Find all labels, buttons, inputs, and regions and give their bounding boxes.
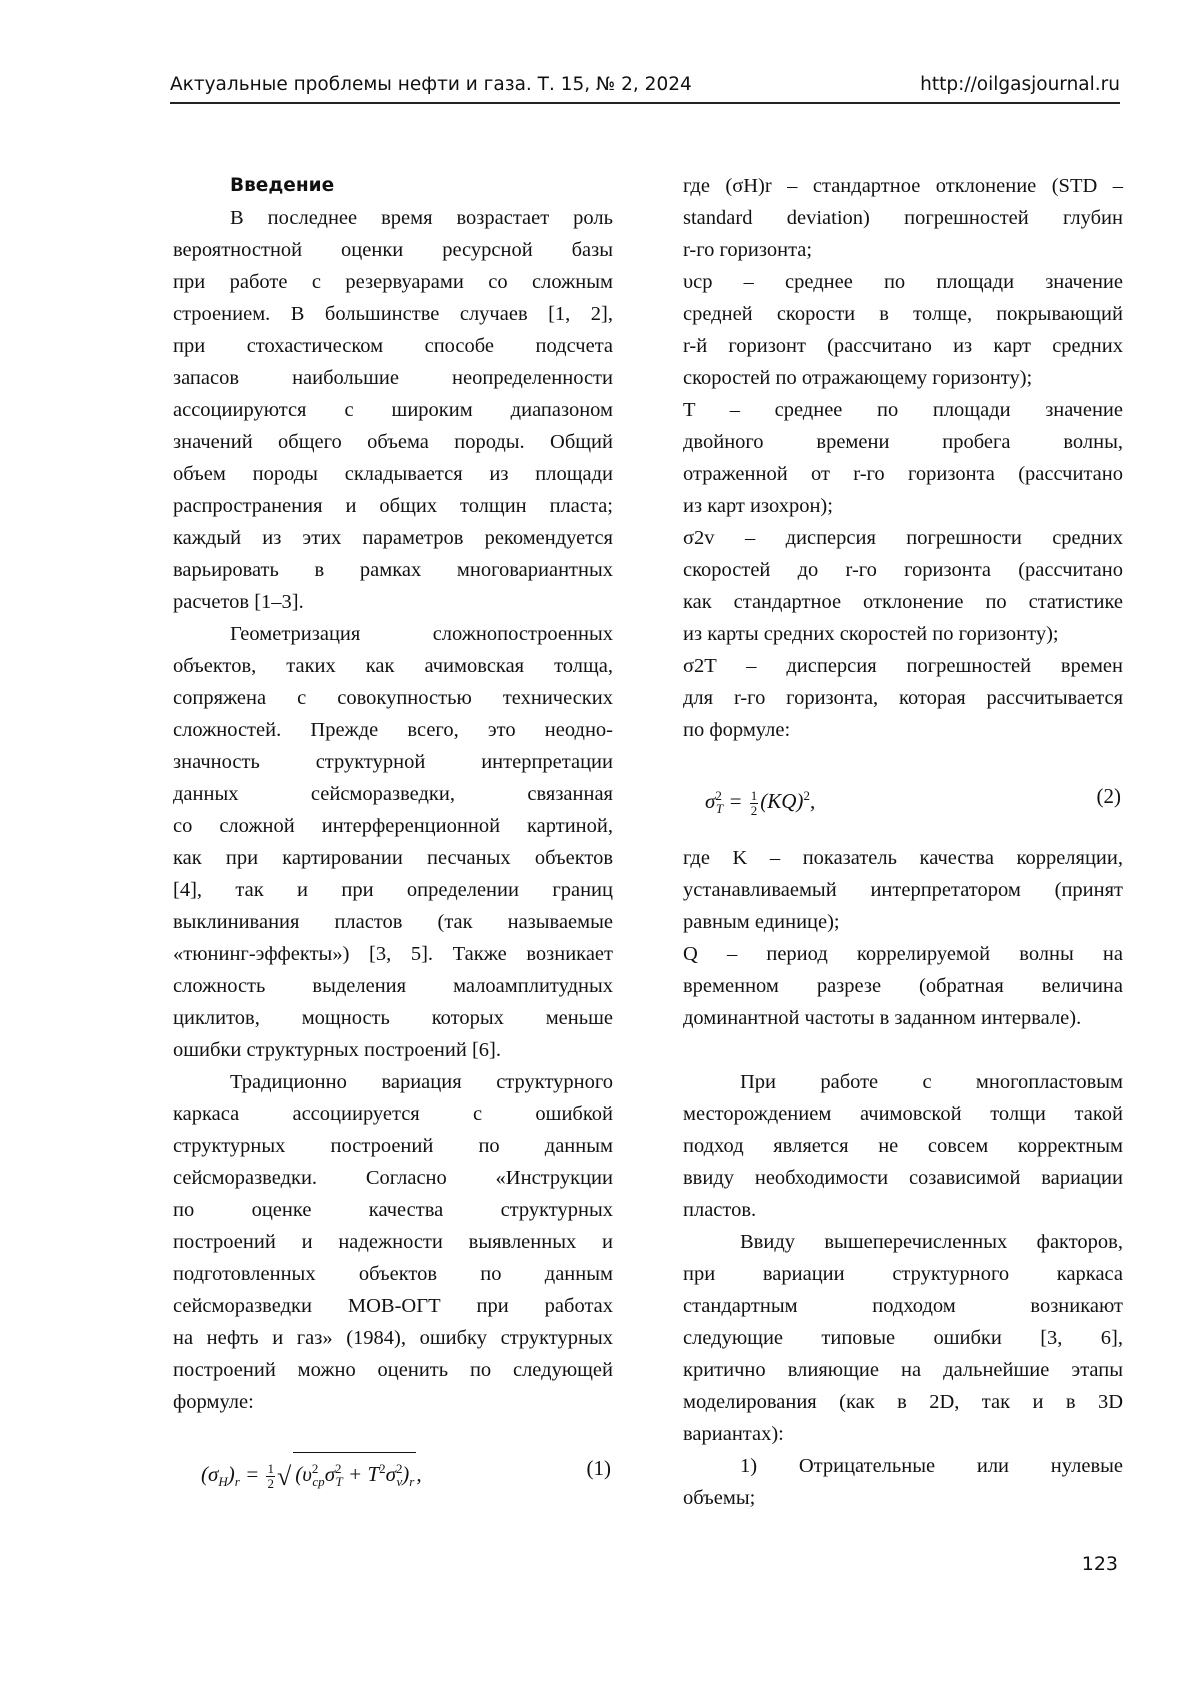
text-line: со сложной интерференционной картиной, [173,815,613,837]
text-line: на нефть и газ» (1984), ошибку структурных [173,1327,613,1349]
text-line: ассоциируются с широким диапазоном [173,399,613,421]
text-line: σ2T – дисперсия погрешностей времен [683,655,1123,677]
text-line: запасов наибольшие неопределенности [173,367,613,389]
text-line: r-го горизонта; [683,239,813,261]
formula-2 [683,768,1123,824]
text-line: σ2v – дисперсия погрешности средних [683,527,1123,549]
text-line: варьировать в рамках многовариантных [173,559,613,581]
text-line: равным единице); [683,911,840,933]
text-line: При работе с многопластовым [740,1071,1123,1093]
paragraph-tradition [173,1066,613,1418]
definitions-formula-1 [683,170,1123,746]
text-line: сопряжена с совокупностью технических [173,687,613,709]
text-line: по оценке качества структурных [173,1199,613,1221]
text-line: двойного времени пробега волны, [683,431,1123,453]
text-line: вариантах): [683,1423,784,1445]
text-line: как при картировании песчаных объектов [173,847,613,869]
paragraph-gap [683,1034,1123,1066]
text-line: 1) Отрицательные или нулевые [740,1455,1123,1477]
text-line: устанавливаемый интерпретатором (принят [683,879,1123,901]
text-line: структурных построений по данным [173,1135,613,1157]
text-line: распространения и общих толщин пласта; [173,495,613,517]
text-line: ввиду необходимости созависимой вариации [683,1167,1123,1189]
text-line: месторождением ачимовской толщи такой [683,1103,1123,1125]
text-line: объемы; [683,1487,756,1509]
text-line: standard deviation) погрешностей глубин [683,207,1123,229]
paragraph-errors [683,1226,1123,1450]
text-line: критично влияющие на дальнейшие этапы [683,1359,1123,1381]
text-line: отраженной от r-го горизонта (рассчитано [683,463,1123,485]
text-line: значений общего объема породы. Общий [173,431,613,453]
left-column [173,170,613,1518]
text-line: построений можно оценить по следующей [173,1359,613,1381]
text-line: где (σH)r – стандартное отклонение (STD – [683,175,1123,197]
text-line: Геометризация сложнопостроенных [230,623,613,645]
text-line: Традиционно вариация структурного [230,1071,613,1093]
text-line: формуле: [173,1391,254,1413]
journal-url[interactable]: http://oilgasjournal.ru [920,74,1120,95]
text-line: r-й горизонт (рассчитано из карт средних [683,335,1123,357]
text-line: циклитов, мощность которых меньше [173,1007,613,1029]
text-line: сейсморазведки. Согласно «Инструкции [173,1167,613,1189]
section-heading: Введение [230,175,335,196]
text-line: построений и надежности выявленных и [173,1231,613,1253]
text-line: сложность выделения малоамплитудных [173,975,613,997]
text-line: объем породы складывается из площади [173,463,613,485]
text-line: для r-го горизонта, которая рассчитывается [683,687,1123,709]
text-line: подготовленных объектов по данным [173,1263,613,1285]
right-column [683,170,1123,1514]
text-line: строением. В большинстве случаев [1, 2], [173,303,613,325]
text-line: стандартным подходом возникают [683,1295,1123,1317]
text-line: расчетов [1–3]. [173,591,304,613]
text-line: значность структурной интерпретации [173,751,613,773]
text-line: T – среднее по площади значение [683,399,1123,421]
text-line: при работе с резервуарами со сложным [173,271,613,293]
text-line: В последнее время возрастает роль [230,207,613,229]
text-line: из карт изохрон); [683,495,833,517]
paragraph-multilayer [683,1066,1123,1226]
text-line: средней скорости в толще, покрывающий [683,303,1123,325]
formula-2-number: (2) [1096,784,1121,808]
text-line: скоростей до r-го горизонта (рассчитано [683,559,1123,581]
page-number: 123 [1081,1553,1118,1575]
text-line: выклинивания пластов (так называемые [173,911,613,933]
text-line: сейсморазведки МОВ-ОГТ при работах [173,1295,613,1317]
text-line: пластов. [683,1199,757,1221]
text-line: подход является не совсем корректным [683,1135,1123,1157]
text-line: скоростей по отражающему горизонту); [683,367,1033,389]
text-line: «тюнинг-эффекты») [3, 5]. Также возникает [173,943,613,965]
text-line: Q – период коррелируемой волны на [683,943,1123,965]
text-line: [4], так и при определении границ [173,879,613,901]
text-line: как стандартное отклонение по статистике [683,591,1123,613]
list-item-1 [683,1450,1123,1514]
formula-1-expression: $(\sigma_H)_r$ = $\frac{1}{2}$ √ $(\upsilon^2_{ср}\sigma^2_T + T^2\sigma^2_v)_r$, [201,1452,422,1498]
text-line: вероятностной оценки ресурсной базы [173,239,613,261]
paragraph-geometry [173,618,613,1066]
text-line: ошибки структурных построений [6]. [173,1039,501,1061]
text-line: каждый из этих параметров рекомендуется [173,527,613,549]
text-line: временном разрезе (обратная величина [683,975,1123,997]
text-line: при стохастическом способе подсчета [173,335,613,357]
text-line: следующие типовые ошибки [3, 6], [683,1327,1123,1349]
journal-title: Актуальные проблемы нефти и газа. Т. 15, № 2, 2024 [170,74,692,95]
text-line: моделирования (как в 2D, так и в 3D [683,1391,1123,1413]
formula-1 [173,1440,613,1496]
formula-1-number: (1) [586,1456,611,1480]
paragraph-intro [173,202,613,618]
text-line: где K – показатель качества корреляции, [683,847,1123,869]
formula-2-expression: $\sigma^2_T$ = $\frac{1}{2}$ (KQ)$^2$, [705,787,816,818]
text-line: при вариации структурного каркаса [683,1263,1123,1285]
text-line: доминантной частоты в заданном интервале). [683,1007,1082,1029]
text-line: υср – среднее по площади значение [683,271,1123,293]
text-line: сложностей. Прежде всего, это неодно- [173,719,613,741]
text-line: данных сейсморазведки, связанная [173,783,613,805]
running-header [170,72,1120,104]
text-line: Ввиду вышеперечисленных факторов, [740,1231,1123,1253]
text-line: объектов, таких как ачимовская толща, [173,655,613,677]
definitions-formula-2 [683,842,1123,1034]
text-line: из карты средних скоростей по горизонту); [683,623,1059,645]
text-line: по формуле: [683,719,791,741]
text-line: каркаса ассоциируется с ошибкой [173,1103,613,1125]
